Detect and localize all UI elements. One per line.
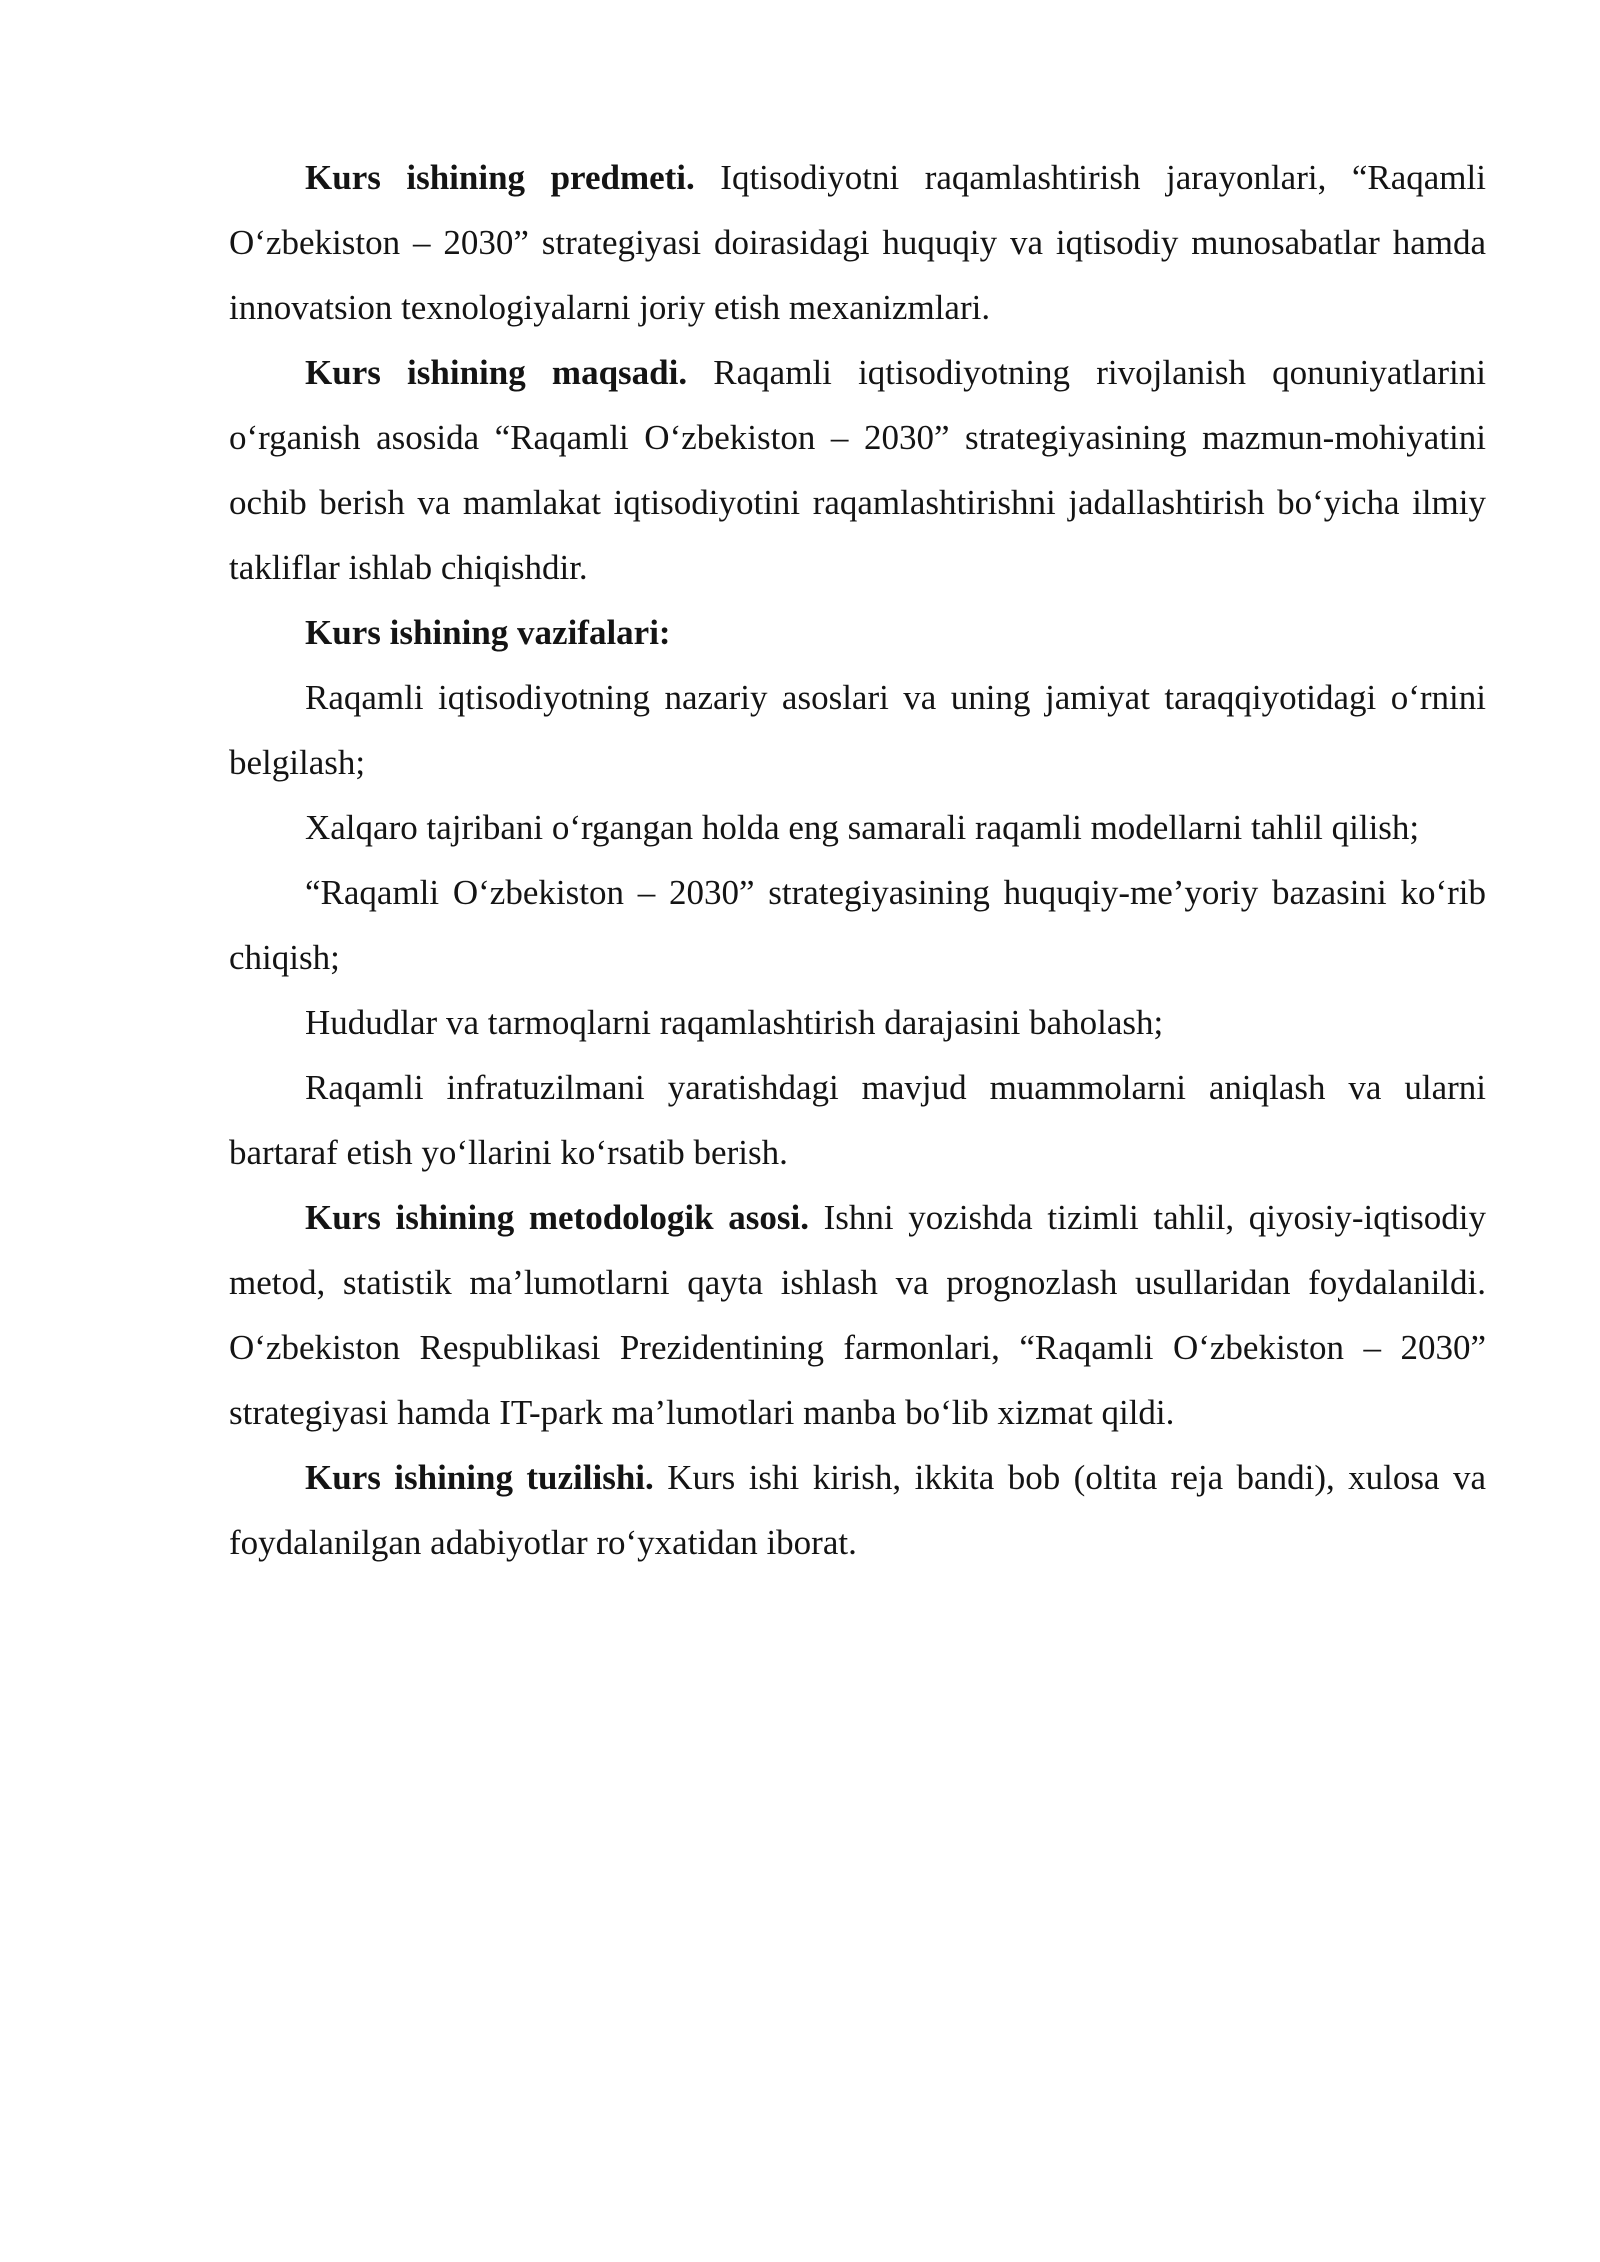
task-item: Raqamli iqtisodiyotning nazariy asoslari va uning jamiyat taraqqiyotidagi o‘rnini belgilash; [229,678,1486,782]
methodology-heading: Kurs ishining metodologik asosi. [305,1198,809,1237]
subject-heading: Kurs ishining predmeti. [305,158,695,197]
subject-text: Iqtisodiyotni raqamlashtirish jarayonlari, “Raqamli O‘zbekiston – 2030” strategiyasi doirasidagi huquqiy va iqtisodiy munosabatlar hamda innovatsion texnologiyalarni joriy etish mexanizmlari. [229,158,1486,327]
task-item: Xalqaro tajribani o‘rgangan holda eng samarali raqamli modellarni tahlil qilish; [305,808,1420,847]
tasks-heading: Kurs ishining vazifalari: [305,613,671,652]
task-item: Hududlar va tarmoqlarni raqamlashtirish darajasini baholash; [305,1003,1164,1042]
document-page [229,145,1486,1575]
subject-paragraph [229,145,1486,340]
goal-paragraph [229,340,1486,600]
task-item: Raqamli infratuzilmani yaratishdagi mavjud muammolarni aniqlash va ularni bartaraf etish yo‘llarini ko‘rsatib berish. [229,1068,1486,1172]
methodology-paragraph [229,1185,1486,1445]
tasks-heading-paragraph [229,600,1486,665]
structure-heading: Kurs ishining tuzilishi. [305,1458,654,1497]
methodology-text: Ishni yozishda tizimli tahlil, qiyosiy-iqtisodiy metod, statistik ma’lumotlarni qayta ishlash va prognozlash usullaridan foydalanildi. O‘zbekiston Respublikasi Prezidentining farmonlari, “Raqamli O‘zbekiston – 2030” strategiyasi hamda IT-park ma’lumotlari manba bo‘lib xizmat qildi. [229,1198,1486,1432]
task-item: “Raqamli O‘zbekiston – 2030” strategiyasining huquqiy-me’yoriy bazasini ko‘rib chiqish; [229,873,1486,977]
structure-paragraph [229,1445,1486,1575]
goal-text: Raqamli iqtisodiyotning rivojlanish qonuniyatlarini o‘rganish asosida “Raqamli O‘zbekiston – 2030” strategiyasining mazmun-mohiyatini ochib berish va mamlakat iqtisodiyotini raqamlashtirishni jadallashtirish bo‘yicha ilmiy takliflar ishlab chiqishdir. [229,353,1486,587]
goal-heading: Kurs ishining maqsadi. [305,353,688,392]
structure-text: Kurs ishi kirish, ikkita bob (oltita reja bandi), xulosa va foydalanilgan adabiyotlar ro‘yxatidan iborat. [229,1458,1486,1562]
